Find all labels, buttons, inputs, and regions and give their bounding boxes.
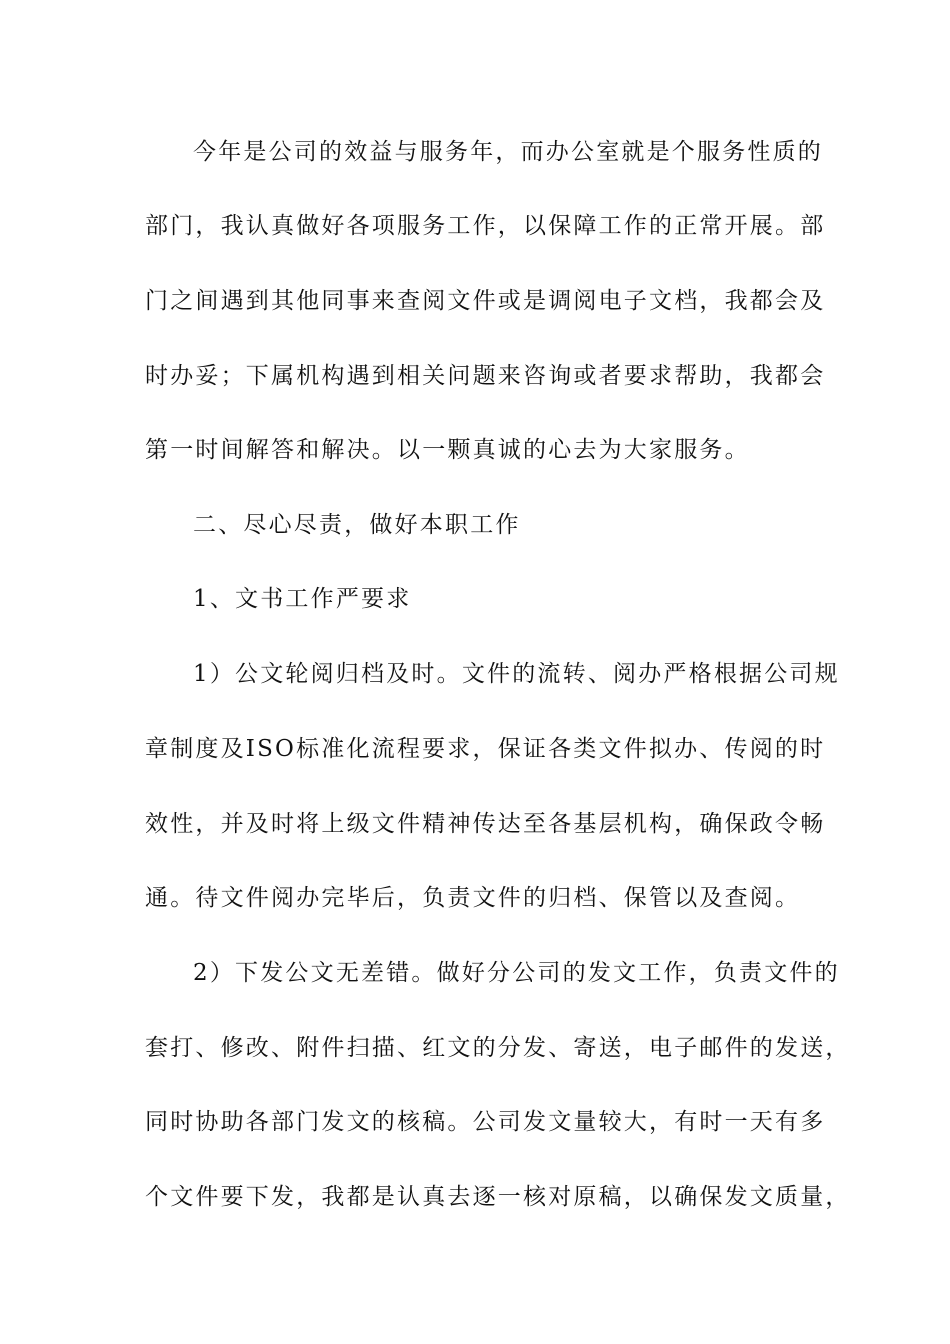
paragraph-2-line-3: 效性，并及时将上级文件精神传达至各基层机构，确保政令畅 — [145, 811, 826, 837]
subsection-heading: 1、文书工作严要求 — [193, 586, 412, 612]
paragraph-1-line-2: 部门，我认真做好各项服务工作，以保障工作的正常开展。部 — [145, 213, 826, 239]
paragraph-1-line-3: 门之间遇到其他同事来查阅文件或是调阅电子文档，我都会及 — [145, 288, 826, 314]
paragraph-1-line-5: 第一时间解答和解决。以一颗真诚的心去为大家服务。 — [145, 437, 750, 463]
paragraph-3-line-2: 套打、修改、附件扫描、红文的分发、寄送，电子邮件的发送， — [145, 1035, 851, 1061]
paragraph-3-line-4: 个文件要下发，我都是认真去逐一核对原稿，以确保发文质量， — [145, 1184, 851, 1210]
paragraph-2-line-4: 通。待文件阅办完毕后，负责文件的归档、保管以及查阅。 — [145, 885, 801, 911]
section-heading: 二、尽心尽责，做好本职工作 — [193, 512, 521, 538]
paragraph-2-line-2: 章制度及ISO标准化流程要求，保证各类文件拟办、传阅的时 — [145, 736, 826, 762]
paragraph-3-line-3: 同时协助各部门发文的核稿。公司发文量较大，有时一天有多 — [145, 1109, 826, 1135]
paragraph-2-line-1: 1）公文轮阅归档及时。文件的流转、阅办严格根据公司规 — [193, 661, 840, 687]
paragraph-1-line-4: 时办妥；下属机构遇到相关问题来咨询或者要求帮助，我都会 — [145, 363, 826, 389]
paragraph-1-line-1: 今年是公司的效益与服务年，而办公室就是个服务性质的 — [193, 139, 823, 165]
paragraph-3-line-1: 2）下发公文无差错。做好分公司的发文工作，负责文件的 — [193, 960, 840, 986]
